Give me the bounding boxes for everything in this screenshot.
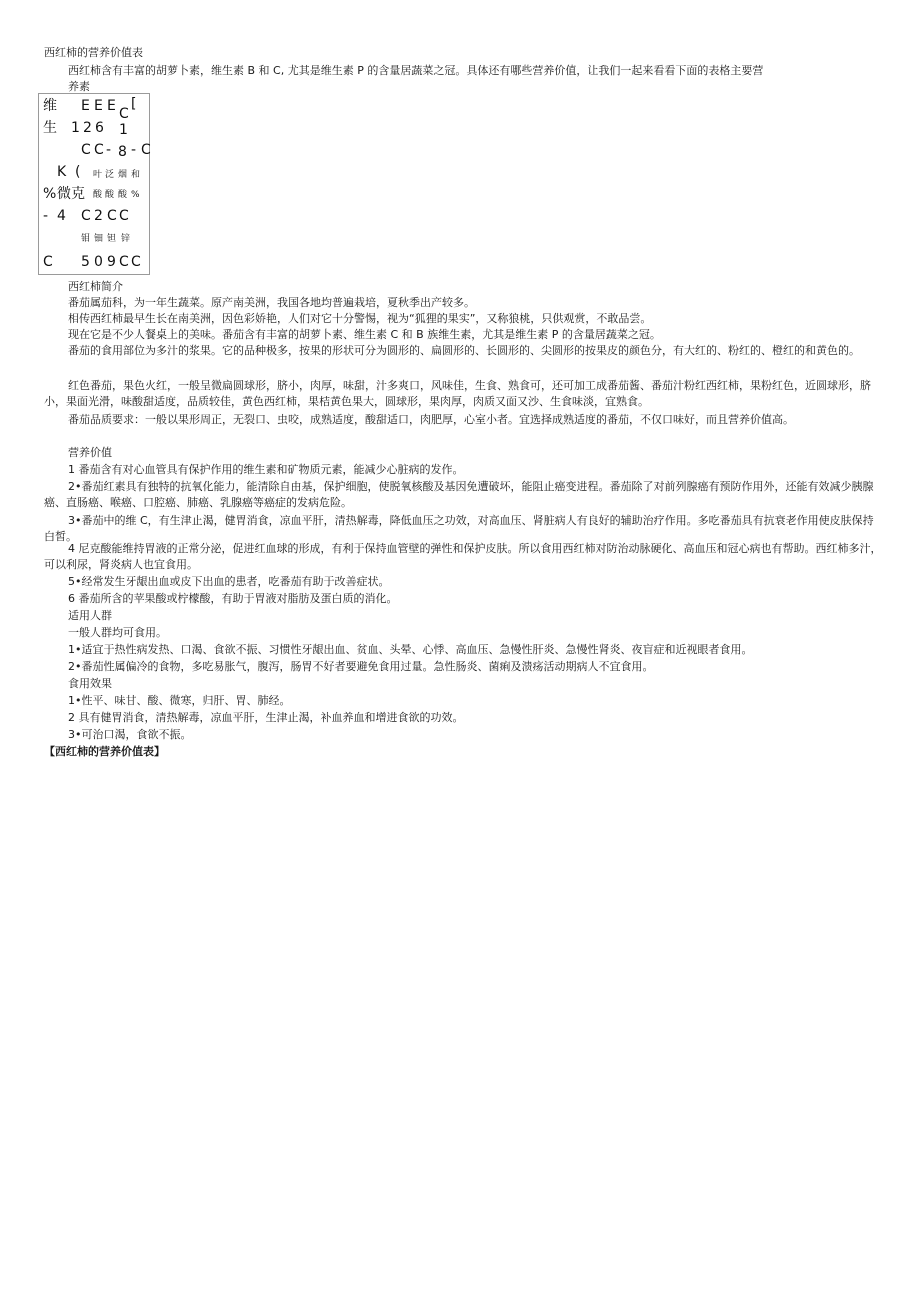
table-cell: 酸 — [93, 190, 103, 200]
list-item: 4 尼克酸能维持胃液的正常分泌，促进红血球的形成，有利于保持血管壁的弹性和保护皮肤。所以食用西红柿对防治动脉硬化、高血压和冠心病也有帮助。西红柿多汁，可以利尿，肾炎病人也宜食用。 — [44, 542, 882, 571]
list-item: 6 番茄所含的苹果酸或柠檬酸，有助于胃液对脂肪及蛋白质的消化。 — [68, 592, 398, 605]
section-heading-effect: 食用效果 — [68, 677, 112, 690]
list-item: 1 番茄含有对心血管具有保护作用的维生素和矿物质元素，能减少心脏病的发作。 — [68, 463, 464, 476]
paragraph: 番茄品质要求：一般以果形周正，无裂口、虫咬，成熟适度，酸甜适口，肉肥厚，心室小者。宜选择成熟适度的番茄，不仅口味好，而且营养价值高。 — [68, 413, 794, 426]
table-cell: C — [119, 254, 129, 270]
table-cell: % — [43, 186, 57, 202]
list-item: 1•适宜于热性病发热、口渴、食欲不振、习惯性牙龈出血、贫血、头晕、心悸、高血压、急慢性肝炎、急慢性肾炎、夜盲症和近视眼者食用。 — [68, 643, 753, 656]
table-cell: - — [43, 208, 49, 224]
table-cell: 1 — [71, 120, 80, 136]
list-item: 2 具有健胃消食，清热解毒，凉血平肝，生津止渴，补血养血和增进食欲的功效。 — [68, 711, 464, 724]
list-item: 3•可治口渴，食欲不振。 — [68, 728, 192, 741]
table-cell: 2 — [94, 208, 103, 224]
table-cell: C — [94, 142, 104, 158]
table-cell: 8 — [118, 144, 127, 160]
intro-line-1: 西红柿含有丰富的胡萝卜素，维生素 B 和 C, 尤其是维生素 P 的含量居蔬菜之冠。具体还有哪些营养价值，让我们一起来看看下面的表格主要营 — [68, 64, 764, 77]
table-cell: 2 — [83, 120, 92, 136]
list-item: 2•番茄红素具有独特的抗氧化能力，能清除自由基，保护细胞，使脱氧核酸及基因免遭破坏，能阻止癌变进程。番茄除了对前列腺癌有预防作用外，还能有效减少胰腺癌、直肠癌、喉癌、口腔癌、肺癌、乳腺癌等癌症的发病危险。 — [44, 480, 874, 509]
table-cell: E — [81, 98, 90, 114]
table-cell: 4 — [57, 208, 66, 224]
list-item: 2•番茄性属偏冷的食物，多吃易胀气，腹泻，肠胃不好者要避免食用过量。急性肠炎、菌痢及溃疡活动期病人不宜食用。 — [68, 660, 654, 673]
table-cell: - — [131, 142, 137, 158]
paragraph: 相传西红柿最早生长在南美洲，因色彩娇艳，人们对它十分警惕，视为“狐狸的果实”，又称狼桃，只供观赏，不敢品尝。 — [68, 312, 652, 325]
table-cell: C — [81, 208, 91, 224]
table-cell: 和 — [131, 170, 141, 180]
table-cell: 钿 — [94, 234, 104, 244]
paragraph: 现在它是不少人餐桌上的美味。番茄含有丰富的胡萝卜素、维生素 C 和 B 族维生素，尤其是维生素 P 的含量居蔬菜之冠。 — [68, 328, 661, 341]
section-heading-intro: 西红柿简介 — [68, 280, 123, 293]
table-cell: - — [106, 142, 112, 158]
paragraph: 番茄的食用部位为多汁的浆果。它的品种极多，按果的形状可分为圆形的、扁圆形的、长圆形的、尖圆形的按果皮的颜色分，有大红的、粉红的、橙红的和黄色的。 — [68, 344, 860, 357]
table-cell: 5 — [81, 254, 90, 270]
table-cell: 烟 — [118, 170, 128, 180]
footer-title: 【西红柿的营养价值表】 — [44, 745, 165, 758]
table-cell: 1 — [119, 122, 128, 138]
table-cell: 叶 — [93, 170, 103, 180]
table-cell: 9 — [107, 254, 116, 270]
table-cell: K — [57, 164, 67, 180]
table-cell: C — [81, 142, 91, 158]
section-heading-people: 适用人群 — [68, 609, 112, 622]
table-cell: E — [107, 98, 116, 114]
table-cell: 钼 — [81, 234, 91, 244]
table-cell: C — [119, 208, 129, 224]
table-cell: C — [43, 254, 53, 270]
document-title: 西红柿的营养价值表 — [44, 46, 143, 59]
table-cell: C — [107, 208, 117, 224]
table-cell: 酸 — [118, 190, 128, 200]
table-cell: 6 — [95, 120, 104, 136]
table-cell: 维 — [43, 98, 57, 114]
table-cell: 生 — [43, 120, 57, 136]
table-cell: 0 — [94, 254, 103, 270]
table-cell: C — [141, 142, 151, 158]
table-cell: E — [94, 98, 103, 114]
list-item: 1•性平、味甘、酸、微寒，归肝、胃、肺经。 — [68, 694, 291, 707]
intro-line-2: 养素 — [68, 80, 90, 93]
table-cell: 锌 — [121, 234, 131, 244]
paragraph: 番茄属茄科，为一年生蔬菜。原产南美洲，我国各地均普遍栽培，夏秋季出产较多。 — [68, 296, 475, 309]
table-cell: 微克 — [57, 186, 85, 202]
list-item: 3•番茄中的维 C，有生津止渴，健胃消食，凉血平肝，清热解毒，降低血压之功效，对高血压、肾脏病人有良好的辅助治疗作用。多吃番茄具有抗衰老作用使皮肤保持白皙。 — [44, 514, 874, 543]
section-heading-value: 营养价值 — [68, 446, 112, 459]
table-cell: 钽 — [107, 234, 117, 244]
table-cell: 酸 — [105, 190, 115, 200]
table-cell: 泛 — [105, 170, 115, 180]
table-cell: [ — [131, 96, 137, 112]
table-cell: C — [131, 254, 141, 270]
table-cell: ( — [75, 164, 81, 180]
table-cell: C — [119, 106, 129, 122]
table-cell: % — [131, 190, 140, 200]
paragraph: 一般人群均可食用。 — [68, 626, 167, 639]
list-item: 5•经常发生牙龈出血或皮下出血的患者，吃番茄有助于改善症状。 — [68, 575, 390, 588]
nutrition-table — [38, 93, 150, 275]
paragraph: 红色番茄，果色火红，一般呈微扁圆球形，脐小，肉厚，味甜，汁多爽口，风味佳，生食、熟食可，还可加工成番茄酱、番茄汁粉红西红柿，果粉红色，近圆球形，脐小，果面光滑，味酸甜适度，品质较佳，黄色西红柿，果桔黄色果大，圆球形，果肉厚，肉质又面又沙、生食味淡，宜熟食。 — [44, 379, 871, 408]
